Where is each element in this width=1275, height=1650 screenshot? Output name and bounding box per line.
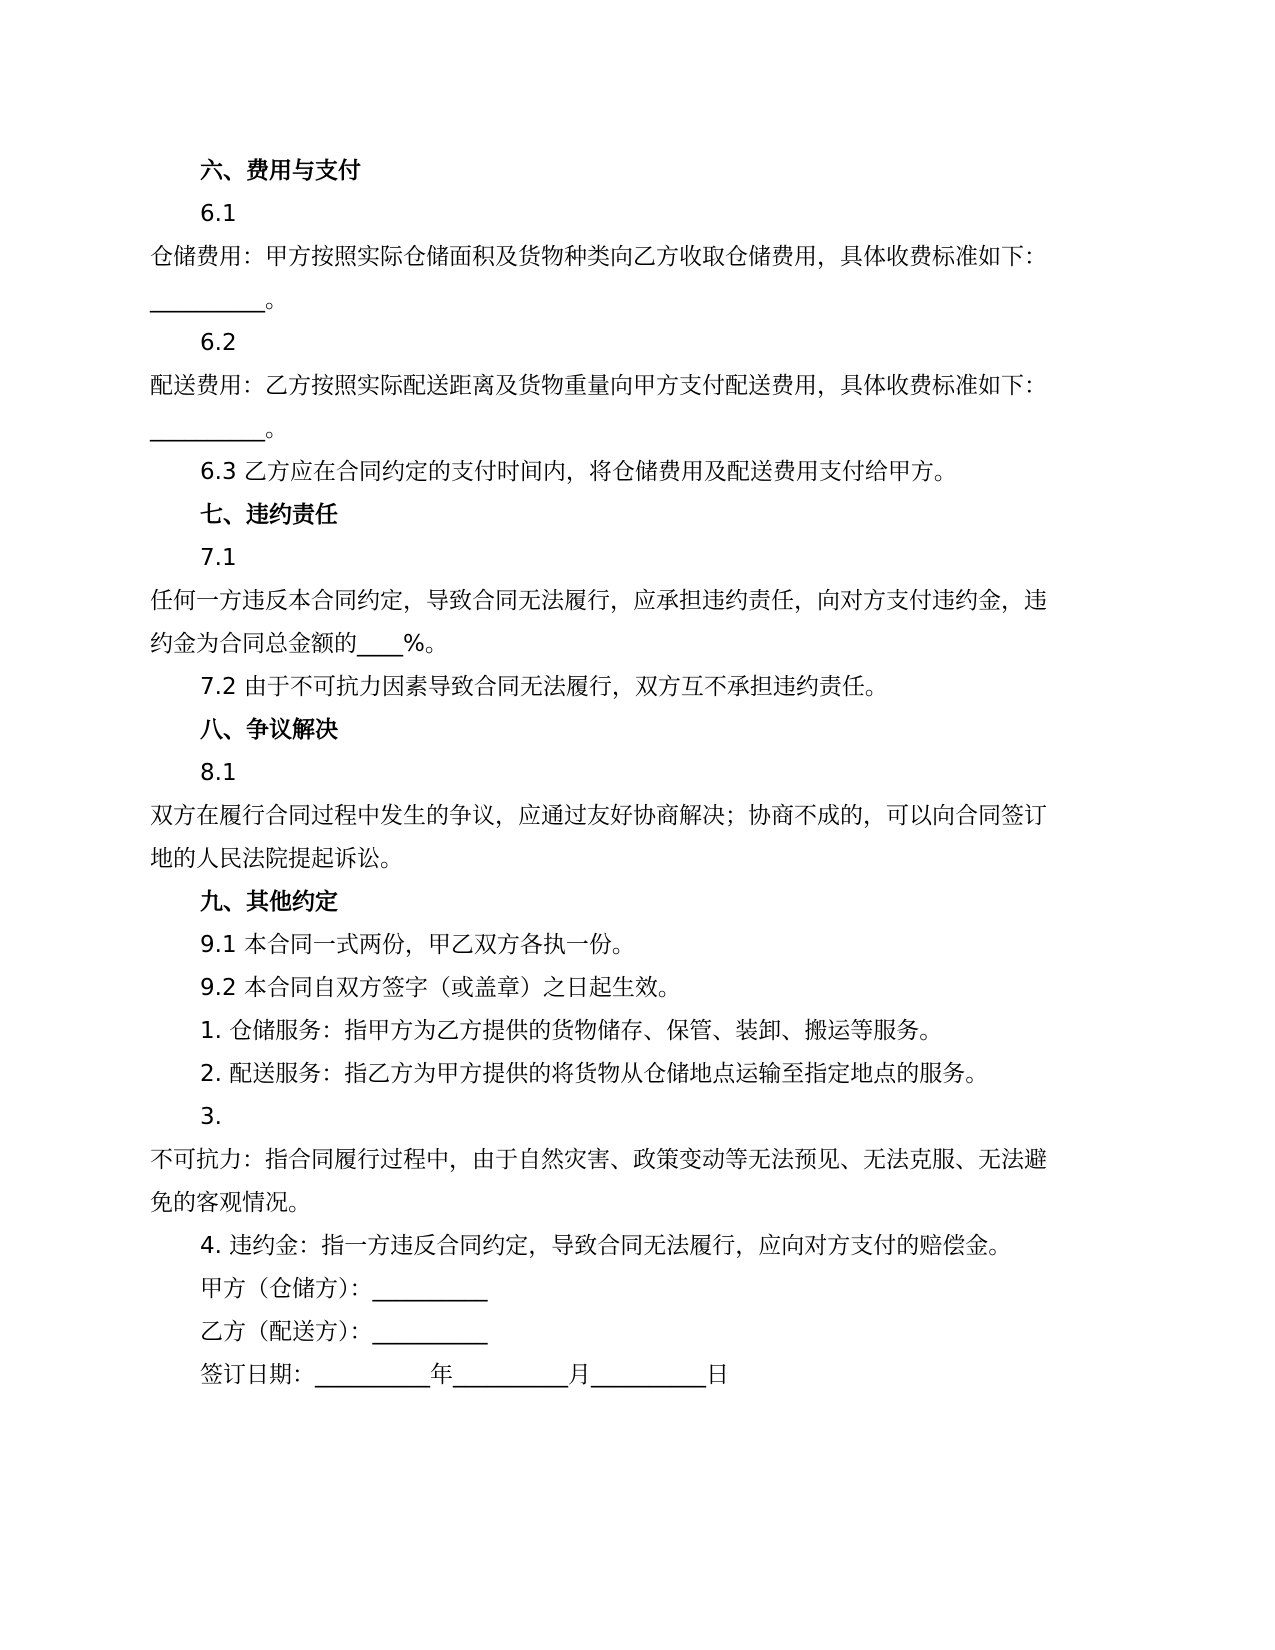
signature-party-b: 乙方（配送方）：__________ (200, 1319, 488, 1345)
clause-7-1-number: 7.1 (200, 545, 237, 571)
clause-7-1-line-1: 任何一方违反本合同约定，导致合同无法履行，应承担违约责任，向对方支付违约金，违 (150, 588, 1047, 614)
definition-3-number: 3. (200, 1104, 222, 1130)
definition-3-line-2: 免的客观情况。 (150, 1190, 311, 1216)
clause-6-3: 6.3 乙方应在合同约定的支付时间内，将仓储费用及配送费用支付给甲方。 (200, 459, 957, 485)
clause-6-1-blank: __________。 (150, 287, 288, 313)
section-9-heading: 九、其他约定 (200, 889, 338, 915)
section-8-heading: 八、争议解决 (200, 717, 338, 743)
clause-6-2-text: 配送费用：乙方按照实际配送距离及货物重量向甲方支付配送费用，具体收费标准如下： (150, 373, 1047, 399)
clause-9-2: 9.2 本合同自双方签字（或盖章）之日起生效。 (200, 975, 681, 1001)
definition-3-line-1: 不可抗力：指合同履行过程中，由于自然灾害、政策变动等无法预见、无法克服、无法避 (150, 1147, 1047, 1173)
contract-body (150, 150, 1125, 1397)
clause-6-1-number: 6.1 (200, 201, 237, 227)
clause-7-2: 7.2 由于不可抗力因素导致合同无法履行，双方互不承担违约责任。 (200, 674, 888, 700)
clause-6-1-text: 仓储费用：甲方按照实际仓储面积及货物种类向乙方收取仓储费用，具体收费标准如下： (150, 244, 1047, 270)
definition-1: 1. 仓储服务：指甲方为乙方提供的货物储存、保管、装卸、搬运等服务。 (200, 1018, 943, 1044)
clause-6-2-blank: __________。 (150, 416, 288, 442)
clause-8-1-line-1: 双方在履行合同过程中发生的争议，应通过友好协商解决；协商不成的，可以向合同签订 (150, 803, 1047, 829)
signing-date: 签订日期：__________年__________月__________日 (200, 1362, 729, 1388)
signature-party-a: 甲方（仓储方）：__________ (200, 1276, 488, 1302)
section-6-heading: 六、费用与支付 (200, 158, 361, 184)
clause-9-1: 9.1 本合同一式两份，甲乙双方各执一份。 (200, 932, 635, 958)
clause-6-2-number: 6.2 (200, 330, 237, 356)
section-7-heading: 七、违约责任 (200, 502, 338, 528)
clause-8-1-number: 8.1 (200, 760, 237, 786)
definition-4: 4. 违约金：指一方违反合同约定，导致合同无法履行，应向对方支付的赔偿金。 (200, 1233, 1012, 1259)
clause-8-1-line-2: 地的人民法院提起诉讼。 (150, 846, 403, 872)
clause-7-1-line-2: 约金为合同总金额的____%。 (150, 631, 448, 657)
definition-2: 2. 配送服务：指乙方为甲方提供的将货物从仓储地点运输至指定地点的服务。 (200, 1061, 989, 1087)
